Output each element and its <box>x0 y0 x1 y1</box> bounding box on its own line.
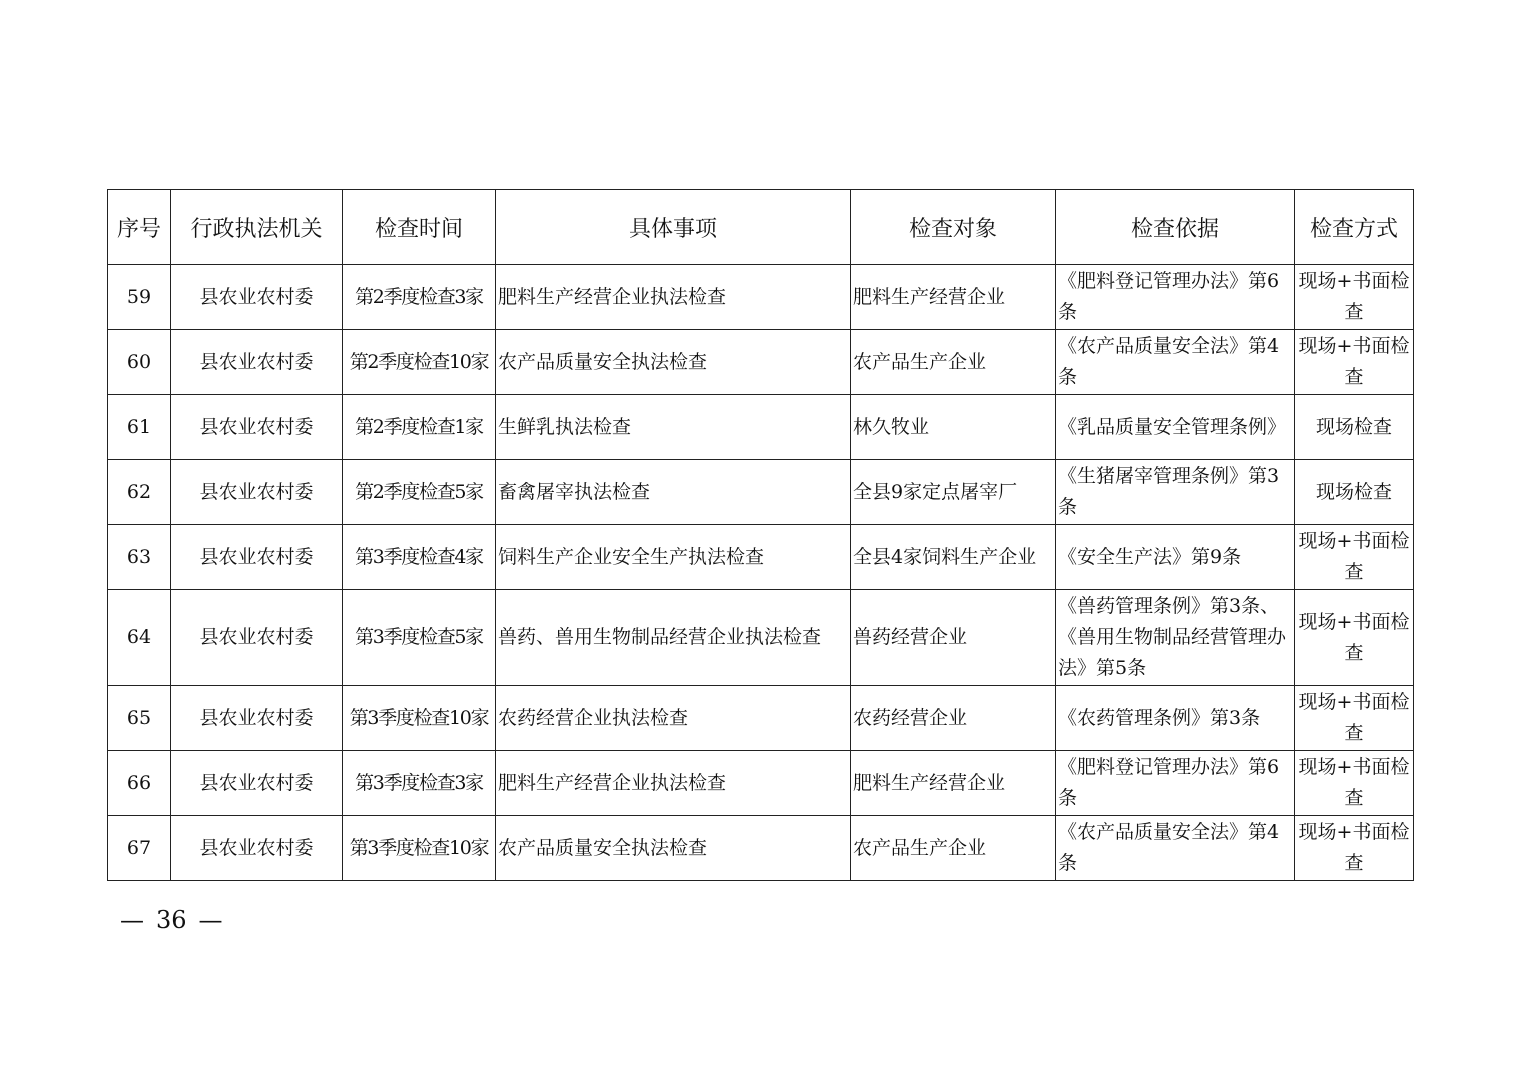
cell-time: 第3季度检查10家 <box>343 816 496 881</box>
inspection-table <box>107 189 1414 881</box>
cell-method: 现场+书面检查 <box>1295 751 1414 816</box>
cell-item: 农产品质量安全执法检查 <box>496 816 851 881</box>
cell-time: 第2季度检查3家 <box>343 265 496 330</box>
header-basis: 检查依据 <box>1056 190 1295 265</box>
cell-basis: 《生猪屠宰管理条例》第3条 <box>1056 460 1295 525</box>
cell-basis: 《肥料登记管理办法》第6条 <box>1056 751 1295 816</box>
cell-agency: 县农业农村委 <box>171 751 343 816</box>
page-number <box>120 906 223 934</box>
cell-method: 现场检查 <box>1295 460 1414 525</box>
cell-time: 第2季度检查5家 <box>343 460 496 525</box>
cell-agency: 县农业农村委 <box>171 816 343 881</box>
table-row <box>108 816 1414 881</box>
cell-method: 现场+书面检查 <box>1295 686 1414 751</box>
cell-target: 肥料生产经营企业 <box>851 751 1056 816</box>
cell-agency: 县农业农村委 <box>171 395 343 460</box>
table-header <box>108 190 1414 265</box>
header-target: 检查对象 <box>851 190 1056 265</box>
cell-serial: 60 <box>108 330 171 395</box>
cell-item: 农药经营企业执法检查 <box>496 686 851 751</box>
table-body <box>108 265 1414 881</box>
cell-target: 兽药经营企业 <box>851 590 1056 686</box>
cell-serial: 64 <box>108 590 171 686</box>
page-number-value: 36 <box>156 906 187 934</box>
page-dash-left: — <box>120 906 144 934</box>
cell-target: 全县9家定点屠宰厂 <box>851 460 1056 525</box>
cell-item: 饲料生产企业安全生产执法检查 <box>496 525 851 590</box>
cell-time: 第2季度检查1家 <box>343 395 496 460</box>
cell-item: 畜禽屠宰执法检查 <box>496 460 851 525</box>
cell-serial: 65 <box>108 686 171 751</box>
cell-basis: 《乳品质量安全管理条例》 <box>1056 395 1295 460</box>
cell-target: 农产品生产企业 <box>851 330 1056 395</box>
cell-time: 第3季度检查10家 <box>343 686 496 751</box>
cell-method: 现场+书面检查 <box>1295 525 1414 590</box>
cell-basis: 《肥料登记管理办法》第6条 <box>1056 265 1295 330</box>
cell-item: 兽药、兽用生物制品经营企业执法检查 <box>496 590 851 686</box>
header-serial: 序号 <box>108 190 171 265</box>
cell-serial: 63 <box>108 525 171 590</box>
cell-time: 第3季度检查5家 <box>343 590 496 686</box>
cell-method: 现场+书面检查 <box>1295 265 1414 330</box>
cell-basis: 《农产品质量安全法》第4条 <box>1056 816 1295 881</box>
page-dash-right: — <box>198 906 223 934</box>
cell-agency: 县农业农村委 <box>171 265 343 330</box>
table-row <box>108 395 1414 460</box>
header-row <box>108 190 1414 265</box>
cell-target: 农产品生产企业 <box>851 816 1056 881</box>
cell-target: 全县4家饲料生产企业 <box>851 525 1056 590</box>
cell-method: 现场+书面检查 <box>1295 590 1414 686</box>
header-agency: 行政执法机关 <box>171 190 343 265</box>
cell-target: 农药经营企业 <box>851 686 1056 751</box>
cell-method: 现场+书面检查 <box>1295 816 1414 881</box>
table-row <box>108 590 1414 686</box>
header-time: 检查时间 <box>343 190 496 265</box>
header-item: 具体事项 <box>496 190 851 265</box>
cell-serial: 61 <box>108 395 171 460</box>
cell-basis: 《安全生产法》第9条 <box>1056 525 1295 590</box>
cell-method: 现场检查 <box>1295 395 1414 460</box>
cell-item: 生鲜乳执法检查 <box>496 395 851 460</box>
cell-target: 林久牧业 <box>851 395 1056 460</box>
header-method: 检查方式 <box>1295 190 1414 265</box>
table-row <box>108 330 1414 395</box>
cell-serial: 66 <box>108 751 171 816</box>
cell-basis: 《兽药管理条例》第3条、《兽用生物制品经营管理办法》第5条 <box>1056 590 1295 686</box>
cell-method: 现场+书面检查 <box>1295 330 1414 395</box>
cell-time: 第3季度检查3家 <box>343 751 496 816</box>
cell-serial: 67 <box>108 816 171 881</box>
cell-serial: 62 <box>108 460 171 525</box>
cell-item: 肥料生产经营企业执法检查 <box>496 265 851 330</box>
table-row <box>108 265 1414 330</box>
cell-basis: 《农药管理条例》第3条 <box>1056 686 1295 751</box>
cell-agency: 县农业农村委 <box>171 686 343 751</box>
table-row <box>108 751 1414 816</box>
cell-agency: 县农业农村委 <box>171 330 343 395</box>
table-row <box>108 460 1414 525</box>
cell-time: 第3季度检查4家 <box>343 525 496 590</box>
table-row <box>108 686 1414 751</box>
cell-basis: 《农产品质量安全法》第4条 <box>1056 330 1295 395</box>
cell-item: 肥料生产经营企业执法检查 <box>496 751 851 816</box>
cell-time: 第2季度检查10家 <box>343 330 496 395</box>
cell-agency: 县农业农村委 <box>171 590 343 686</box>
cell-serial: 59 <box>108 265 171 330</box>
cell-target: 肥料生产经营企业 <box>851 265 1056 330</box>
table-row <box>108 525 1414 590</box>
cell-agency: 县农业农村委 <box>171 460 343 525</box>
cell-agency: 县农业农村委 <box>171 525 343 590</box>
cell-item: 农产品质量安全执法检查 <box>496 330 851 395</box>
